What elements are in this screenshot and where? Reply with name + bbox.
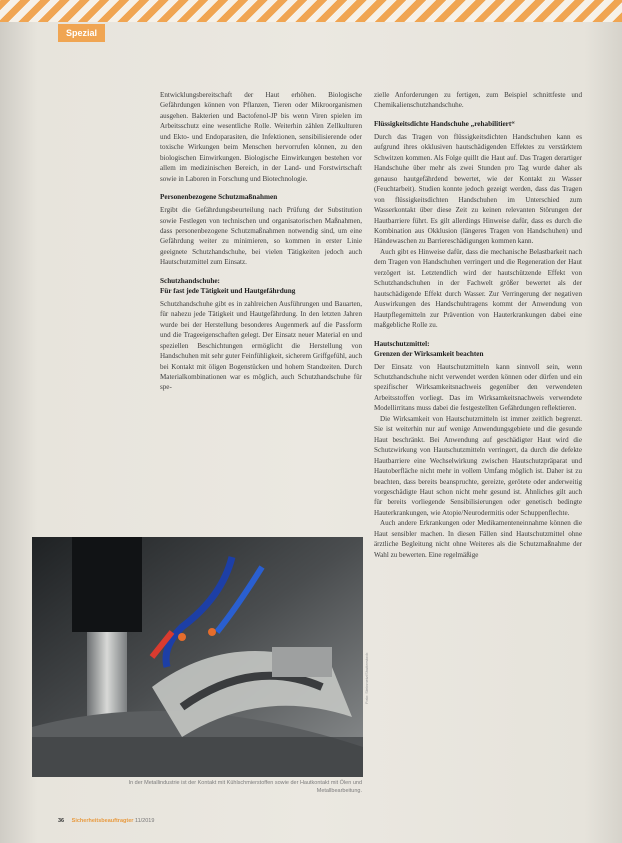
subheading-line: Grenzen der Wirksamkeit beachten bbox=[374, 349, 484, 358]
paragraph: Entwicklungsbereitschaft der Haut erhöhen. Biologische Gefährdungen können von Pflanzen, Tieren oder Mikroorganismen ausgehen. Bakterien und Bactofenol-JP bis wenn Viren spielen im Arbeitsschutz eine wesentliche Rolle. Weiterhin zählen Zellkulturen und Ekto- und Endoparasiten, die Infektionen, sensibilisierende oder toxische Wirkungen beim Menschen hervorrufen können, zu den biologischen Einwirkungen. Biologische Einwirkungen bestehen vor allem im medizinischen Bereich, in der Land- und Forstwirtschaft sowie in Laboren in Forschung und Biotechnologie. bbox=[160, 91, 362, 183]
subheading-line: Schutzhandschuhe: bbox=[160, 276, 220, 285]
figure-caption: In der Metallindustrie ist der Kontakt mit Kühlschmierstoffen sowie der Hautkontakt mit Ölen und Metallbearbeitung. bbox=[128, 780, 362, 794]
subheading: Flüssigkeitsdichte Handschuhe „rehabilitiert“ bbox=[374, 119, 515, 128]
subheading bbox=[160, 276, 362, 296]
paragraph: Auch andere Erkrankungen oder Medikamenteneinnahme können die Haut sensibler machen. In diesen Fällen sind Hautschutzmittel ohne ärztliche Begleitung nicht ohne Weiteres als die Schutzmaßnahme der Wahl zu bewerten. Eine regelmäßige bbox=[374, 519, 582, 559]
photo-credit: Foto: Steinmetz/Shutterstock bbox=[364, 652, 369, 704]
paragraph: zielle Anforderungen zu fertigen, zum Beispiel schnittfeste und Chemikalienschutzhandschuhe. bbox=[374, 91, 582, 110]
subheading-line: Hautschutzmittel: bbox=[374, 339, 430, 348]
page-number: 36 bbox=[58, 818, 65, 824]
subheading bbox=[374, 339, 582, 359]
subheading-line: Für fast jede Tätigkeit und Hautgefährdung bbox=[160, 286, 296, 295]
paragraph: Die Wirksamkeit von Hautschutzmitteln ist immer zeitlich begrenzt. Sie ist weiterhin nur auf wenige Anwendungsgebiete und die gesunde Haut beschränkt. Bei Anwendung auf geschädigter Haut wird die Schutzwirkung von Hautschutzmitteln verringert, da durch die defekte Hautbarriere eine Wechselwirkung zwischen Hautschutzpräparat und Hautoberfläche nicht mehr in vollem Umfang möglich ist. Daher ist zu beachten, dass bereits beanspruchte, gereizte, gerötete oder anderweitig vorgeschädigte Haut schon nicht mehr gesund ist. Ähnliches gilt auch für bereits vorliegende Sensibilisierungen oder genetisch bedingte Hauterkrankungen, wie Atopie/Neurodermitis oder Schuppenflechte. bbox=[374, 414, 582, 517]
paragraph: Auch gibt es Hinweise dafür, dass die mechanische Belastbarkeit nach dem Tragen von Handschuhen verringert und die Regeneration der Haut verzögert ist. Letztendlich wird der hautschützende Effekt von Schutzhandschuhen in der Fachwelt größer bewertet als der hautschädigende Effekt durch Wasser. Zur Verringerung der negativen Auswirkungen des Handschuhtragens kommt der Anwendung von Hautpflegemitteln zur Prävention von Hauterkrankungen dabei eine maßgebliche Rolle zu. bbox=[374, 247, 582, 330]
paragraph: Durch das Tragen von flüssigkeitsdichten Handschuhen kann es aufgrund ihres okklusiven hautschädigenden Effektes zu verstärktem Schwitzen kommen. Als Folge quillt die Haut auf. Das Tragen derartiger Handschuhe über mehr als zwei Stunden pro Tag wurde daher als genauso hautgefährdend bewertet, wie der Kontakt zu Wasser (Feuchtarbeit). Studien konnte jedoch gezeigt werden, dass das Tragen von flüssigkeitsdichten Handschuhen im Unterschied zum Wasserkontakt über diese Zeit zu keinen relevanten Störungen der Hautbarriere führt. Es gilt allerdings Hinweise dafür, dass es durch die Kombination aus Okklusion (längeres Tragen von Handschuhen) und Händewaschen zu Barriereschädigungen kommen kann. bbox=[374, 132, 582, 246]
machining-photo-illustration bbox=[32, 537, 363, 777]
subheading: Personenbezogene Schutzmaßnahmen bbox=[160, 193, 278, 202]
left-text-column bbox=[160, 90, 362, 393]
paragraph: Schutzhandschuhe gibt es in zahlreichen Ausführungen und Bauarten, für nahezu jede Tätigkeit und Hautgefährdung. In den letzten Jahren wurde bei der Herstellung besonderes Augenmerk auf die Passform und die Trageeigenschaften gelegt. Der Einsatz neuer Material en und speziellen Beschichtungen ermöglicht die Herstellung von Handschuhen mit sehr guter Feinfühligkeit, sicherem Griffgefühl, auch bei Kontakt mit öligen Bogenstücken und hohem Standzeiten. Durch Materialkombinationen war es möglich, auch Schutzhandschuhe für spe- bbox=[160, 299, 362, 392]
page-footer bbox=[58, 818, 154, 824]
issue-label: 11/2019 bbox=[134, 818, 155, 824]
paragraph: Ergibt die Gefährdungsbeurteilung nach Prüfung der Substitution sowie Festlegen von technischen und organisatorischen Maßnahmen, dass personenbezogene Schutzmaßnahmen notwendig sind, um eine Gefährdung weiter zu minimieren, so kommen in erster Linie geeignete Schutzhandschuhe, bei vielen Tätigkeiten jedoch auch Hautschutzmittel zum Einsatz. bbox=[160, 206, 362, 267]
magazine-name: Sicherheitsbeauftragter bbox=[71, 818, 134, 824]
paragraph: Der Einsatz von Hautschutzmitteln kann sinnvoll sein, wenn Schutzhandschuhe nicht verwendet werden können oder dürfen und ein spezifischer Wirksamkeitsnachweis gegenüber den verwendeten Arbeitsstoffen vorliegt. Das im Wirksamkeitsnachweis verwendete Modellirritans muss dabei die festgestellten Gefährdungen reflektieren. bbox=[374, 362, 582, 413]
machining-photo bbox=[32, 537, 363, 777]
section-tag: Spezial bbox=[58, 24, 105, 42]
right-text-column bbox=[374, 90, 582, 560]
header-stripe-band bbox=[0, 0, 622, 22]
